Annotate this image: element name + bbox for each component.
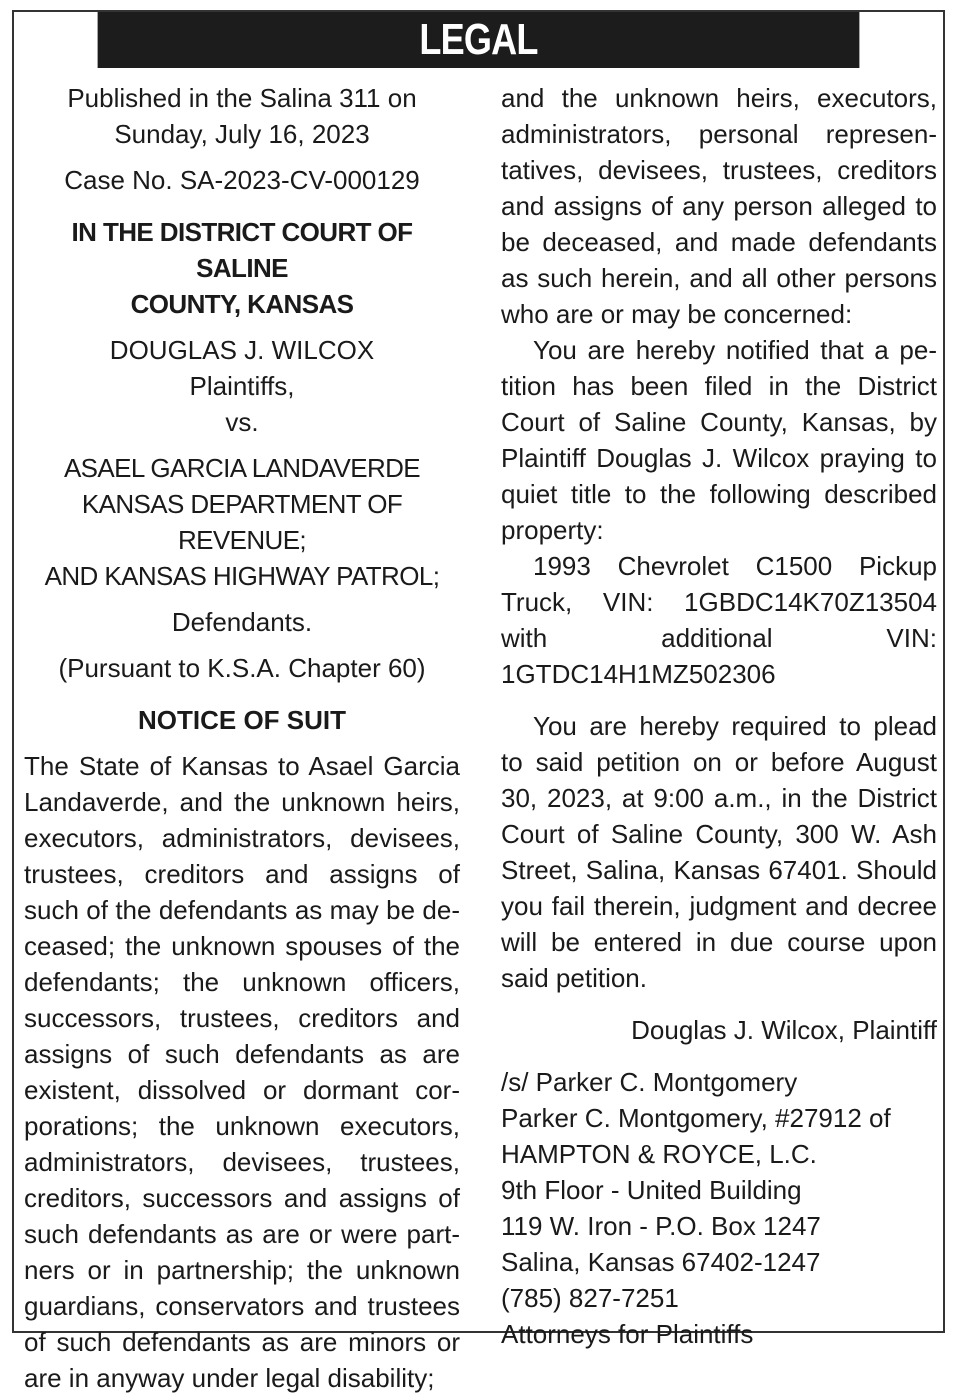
statute-reference: (Pursuant to K.S.A. Chapter 60): [58, 653, 426, 683]
left-column: [24, 80, 460, 1396]
court-heading-line-2: COUNTY, KANSAS: [130, 289, 354, 319]
versus-label: vs.: [225, 407, 259, 437]
defendant-line-1: ASAEL GARCIA LANDAVERDE: [63, 453, 421, 483]
plead-notice: You are hereby required to plead to said petition on or before August 30, 2023, at 9:00 a.m., in the District Court of Saline County, 300 W. Ash Street, Salina, Kansas 67401. Should you fail therein, judgment and decree will be entered in due course upon said petition.: [501, 711, 937, 993]
attorney-line: Parker C. Montgomery, #27912 of: [501, 1103, 891, 1133]
plaintiff-name: DOUGLAS J. WILCOX: [109, 335, 375, 365]
attorney-line: HAMPTON & ROYCE, L.C.: [501, 1139, 817, 1169]
attorney-line: /s/ Parker C. Montgomery: [501, 1067, 798, 1097]
publication-line-1: Published in the Salina 311 on: [67, 83, 417, 113]
publication-date: Sunday, July 16, 2023: [114, 119, 370, 149]
attorney-line: Attorneys for Plaintiffs: [501, 1319, 754, 1349]
plaintiff-label: Plaintiffs,: [189, 371, 295, 401]
section-banner-title: LEGAL: [98, 12, 860, 68]
notice-body-continuation: and the unknown heirs, executors, administrators, personal representatives, devisees, trustees, creditors and assigns of any person alleged to be deceased, and made defendants as such herein, and all other persons who are or may be concerned:: [501, 83, 937, 329]
attorney-line: Salina, Kansas 67402-1247: [501, 1247, 821, 1277]
defendant-label: Defendants.: [171, 607, 313, 637]
case-number: Case No. SA-2023-CV-000129: [64, 165, 420, 195]
attorney-phone: (785) 827-7251: [501, 1283, 679, 1313]
notice-body-left: The State of Kansas to Asael Garcia Landaverde, and the unknown heirs, executors, administrators, devisees, trustees, creditors and assigns of such of the defendants as may be deceased; the unknown spouses of the defendants; the unknown officers, successors, trustees, creditors and assigns of such defendants as are existent, dissolved or dormant corporations; the unknown executors, administrators, devisees, trustees, creditors, successors and assigns of such defendants as are or were partners or in partnership; the unknown guardians, conservators and trustees of such defendants as are minors or are in anyway under legal disability;: [24, 751, 460, 1393]
attorney-block: [501, 1064, 937, 1352]
court-heading-line-1: IN THE DISTRICT COURT OF SALINE: [71, 217, 413, 283]
defendant-line-3: AND KANSAS HIGHWAY PATROL;: [44, 561, 440, 591]
petition-notice: You are hereby notified that a petition has been filed in the District Court of Saline County, Kansas, by Plaintiff Douglas J. Wilcox praying to quiet title to the following described property:: [501, 335, 937, 545]
property-description: 1993 Chevrolet C1500 Pickup Truck, VIN: 1GBDC14K70Z13504 with additional VIN: 1GTDC14H1MZ502306: [501, 551, 937, 689]
legal-notice-frame: [12, 10, 945, 1393]
defendant-line-2: KANSAS DEPARTMENT OF REVENUE;: [81, 489, 403, 555]
attorney-line: 9th Floor - United Building: [501, 1175, 802, 1205]
notice-heading: NOTICE OF SUIT: [138, 705, 346, 735]
right-column: [501, 80, 937, 1352]
plaintiff-signature: Douglas J. Wilcox, Plaintiff: [631, 1015, 937, 1045]
attorney-line: 119 W. Iron - P.O. Box 1247: [501, 1211, 821, 1241]
